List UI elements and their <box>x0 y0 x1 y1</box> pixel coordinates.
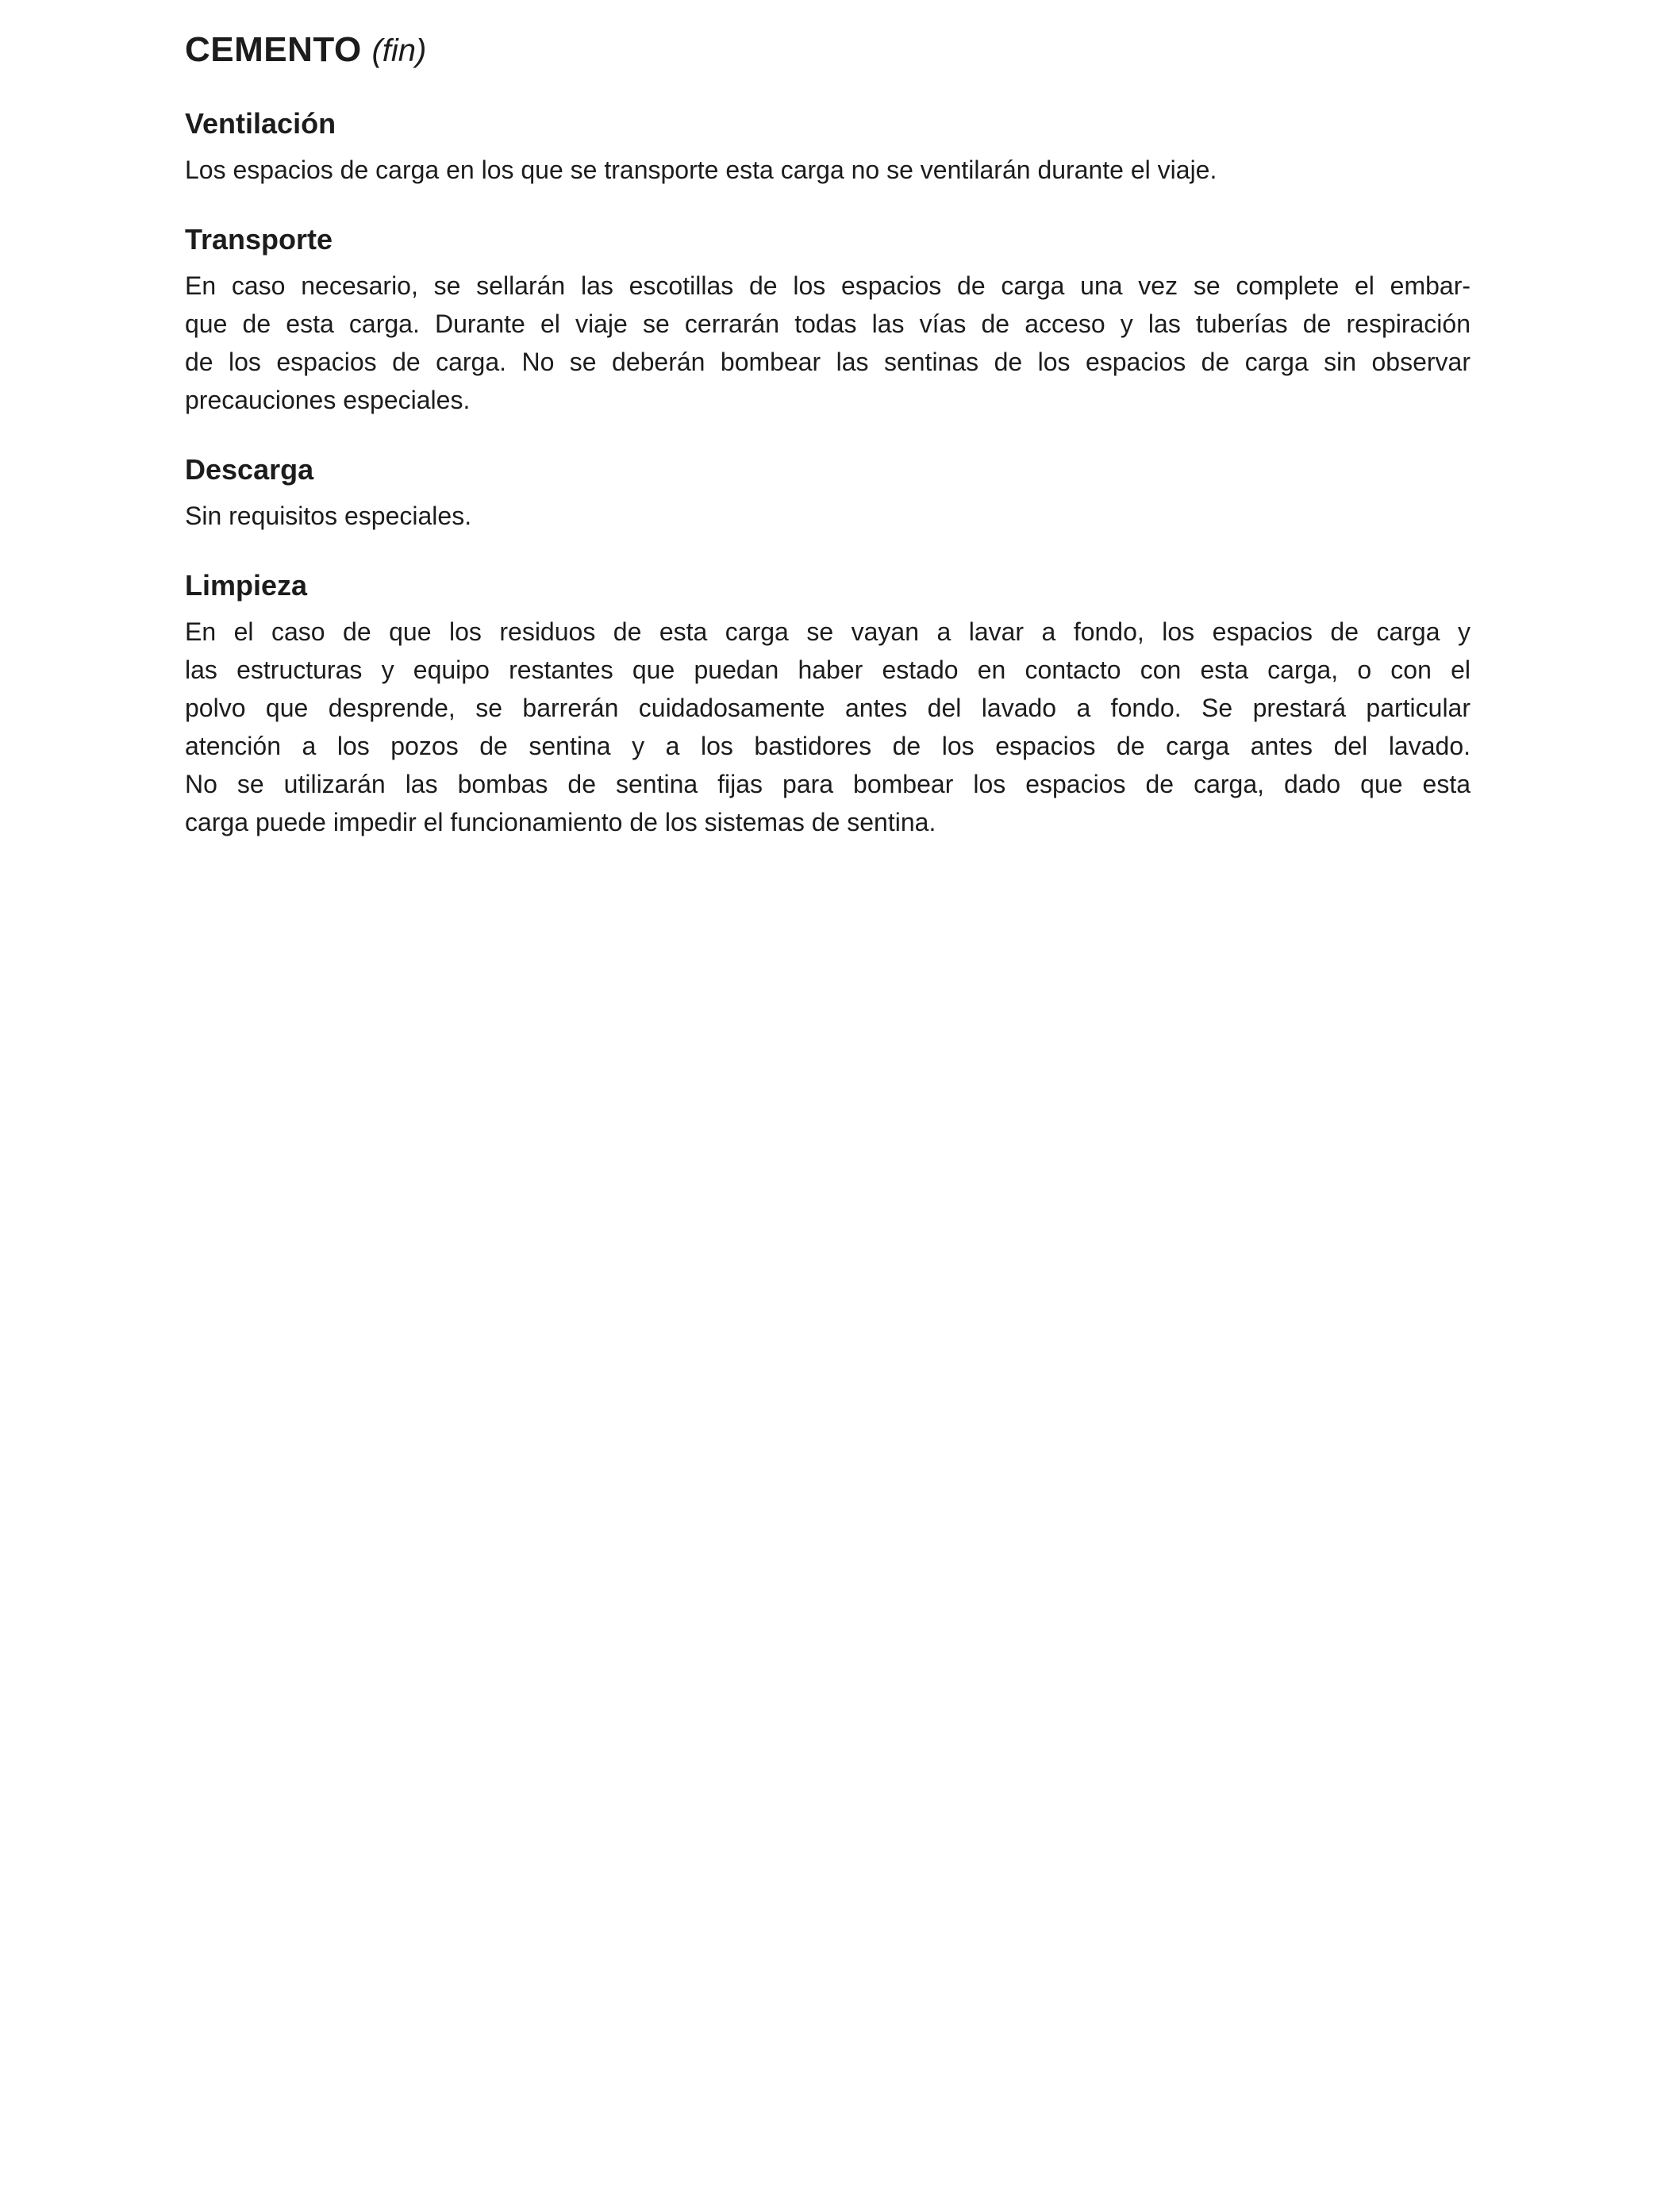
section-heading-transporte: Transporte <box>185 223 333 256</box>
section-heading-descarga: Descarga <box>185 453 314 486</box>
paragraph-line: En caso necesario, se sellarán las escotillas de los espacios de carga una vez se complete el embar- <box>185 271 1470 300</box>
paragraph-line: las estructuras y equipo restantes que puedan haber estado en contacto con esta carga, o con el <box>185 656 1470 684</box>
paragraph-line: de los espacios de carga. No se deberán bombear las sentinas de los espacios de carga sin observar <box>185 348 1470 376</box>
cargo-name: CEMENTO <box>185 30 362 69</box>
paragraph-line: Sin requisitos especiales. <box>185 502 472 530</box>
paragraph-line: En el caso de que los residuos de esta carga se vayan a lavar a fondo, los espacios de carga y <box>185 617 1470 646</box>
section-limpieza <box>185 568 1470 841</box>
section-descarga <box>185 452 1470 535</box>
paragraph-limpieza <box>185 613 1470 841</box>
paragraph-line: atención a los pozos de sentina y a los bastidores de los espacios de carga antes del lavado. <box>185 732 1470 760</box>
paragraph-line: precauciones especiales. <box>185 386 471 414</box>
paragraph-line: Los espacios de carga en los que se transporte esta carga no se ventilarán durante el viaje. <box>185 156 1217 184</box>
text-column <box>185 30 1470 841</box>
section-heading-ventilacion: Ventilación <box>185 107 336 140</box>
paragraph-transporte <box>185 267 1470 419</box>
paragraph-line: carga puede impedir el funcionamiento de los sistemas de sentina. <box>185 808 936 836</box>
section-transporte <box>185 222 1470 419</box>
page-title <box>185 30 1470 71</box>
section-heading-limpieza: Limpieza <box>185 569 308 602</box>
paragraph-descarga <box>185 497 1470 535</box>
paragraph-ventilacion <box>185 151 1470 189</box>
paragraph-line: No se utilizarán las bombas de sentina fijas para bombear los espacios de carga, dado que esta <box>185 770 1470 798</box>
paragraph-line: polvo que desprende, se barrerán cuidadosamente antes del lavado a fondo. Se prestará particular <box>185 694 1470 722</box>
paragraph-line: que de esta carga. Durante el viaje se cerrarán todas las vías de acceso y las tuberías de respiración <box>185 309 1470 338</box>
title-qualifier: (fin) <box>371 33 427 68</box>
section-ventilacion <box>185 106 1470 189</box>
